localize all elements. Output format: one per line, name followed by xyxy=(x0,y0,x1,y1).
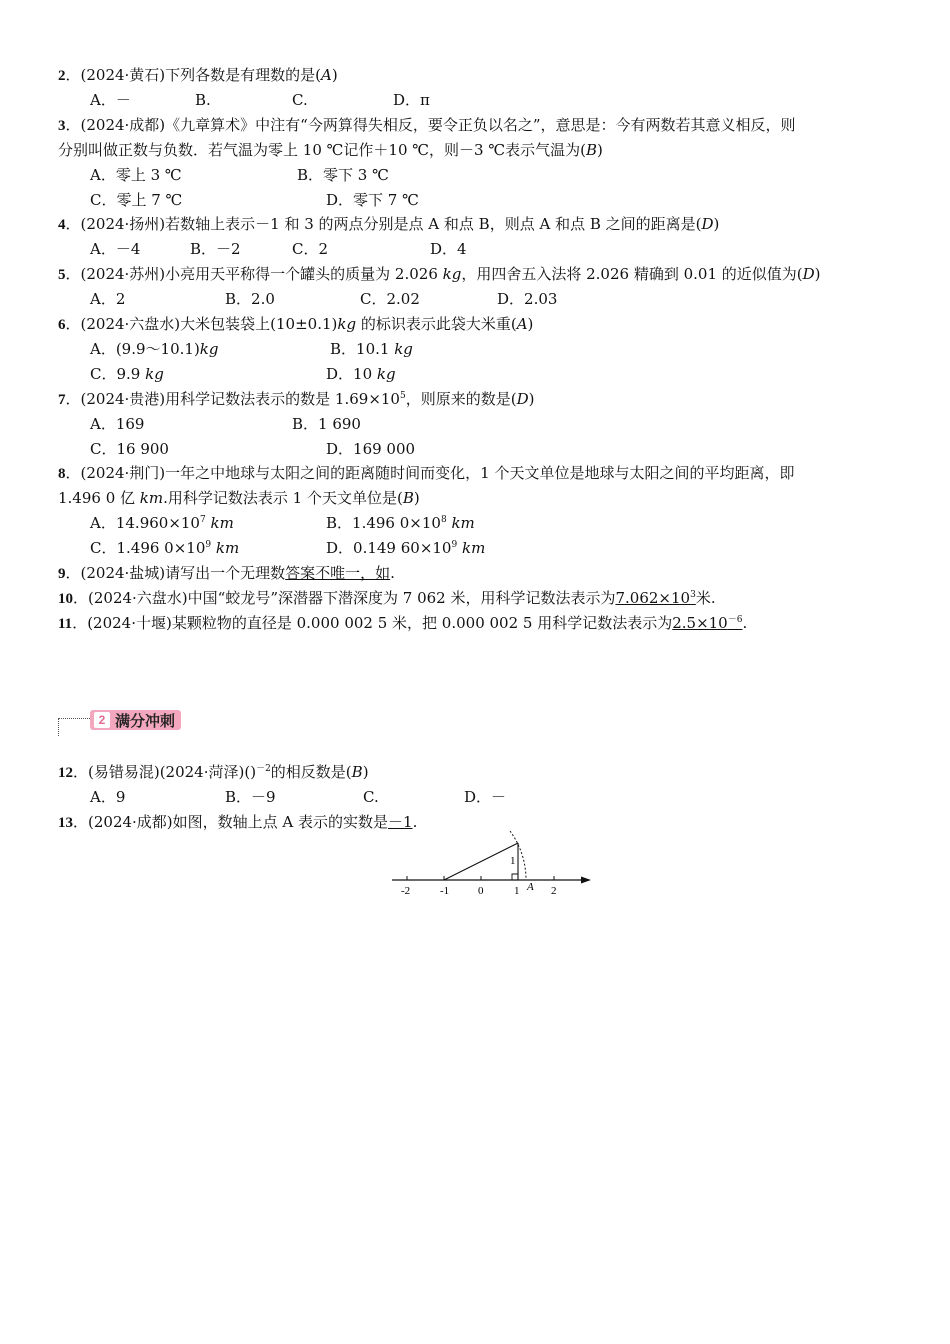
option-a: A．－4 xyxy=(90,240,141,258)
option-b: B．1 690 xyxy=(292,415,361,433)
tick-label: -1 xyxy=(440,885,450,897)
height-label: 1 xyxy=(510,855,516,867)
answer-choice: A xyxy=(516,315,528,333)
question-8-stem: 8．(2024·荆门)一年之中地球与太阳之间的距离随时间而变化，1 个天文单位是地球与太阳之间的平均距离，即 xyxy=(58,464,795,482)
option-d: D．π xyxy=(393,91,430,109)
tick-label: 1 xyxy=(514,885,520,897)
tick-label: 0 xyxy=(478,885,484,897)
question-7-stem: 7．(2024·贵港)用科学记数法表示的数是 $1.69\times 10^5$，则原来的数是(D) xyxy=(58,390,535,408)
answer-choice: B xyxy=(351,763,363,781)
option-b: B．1.496 $0\times 10^8$ km xyxy=(326,514,475,532)
option-b: B．零下 3 ℃ xyxy=(297,166,389,184)
section-title: 满分冲刺 xyxy=(115,711,176,730)
option-c: C．2 xyxy=(292,240,329,258)
question-5-stem: 5．(2024·苏州)小亮用天平称得一个罐头的质量为 2.026 kg，用四舍五入法将 2.026 精确到 0.01 的近似值为(D) xyxy=(58,265,821,283)
section-number: 2 xyxy=(94,712,110,728)
answer-blank: －1 xyxy=(388,813,413,831)
number-line-figure xyxy=(388,828,598,900)
section-badge xyxy=(90,710,181,730)
option-b: B．2.0 xyxy=(225,290,275,308)
option-d: D．4 xyxy=(430,240,467,258)
option-a: A．2 xyxy=(90,290,126,308)
option-c: C．9.9 kg xyxy=(90,365,164,383)
question-9-stem: 9．(2024·盐城)请写出一个无理数答案不唯一，如. xyxy=(58,564,395,582)
option-d: D．0.149 $60\times 10^9$ km xyxy=(326,539,486,557)
question-4-stem: 4．(2024·扬州)若数轴上表示－1 和 3 的两点分别是点 A 和点 B，则点 A 和点 B 之间的距离是(D) xyxy=(58,215,720,233)
option-a: A．－ xyxy=(90,91,131,109)
option-a: A．零上 3 ℃ xyxy=(90,166,182,184)
answer-blank: $2.5\times 10^{-6}$ xyxy=(672,614,743,632)
axis-arrow-icon xyxy=(581,877,591,884)
question-13-stem: 13．(2024·成都)如图，数轴上点 A 表示的实数是－1. xyxy=(58,813,418,831)
section-divider xyxy=(58,718,90,719)
option-b: B．－2 xyxy=(190,240,241,258)
option-c: C．零上 7 ℃ xyxy=(90,191,183,209)
question-10-stem: 10．(2024·六盘水)中国“蛟龙号”深潜器下潜深度为 7 062 米，用科学记数法表示为$7.062\times 10^3$米. xyxy=(58,589,716,607)
option-d: D．－ xyxy=(464,788,507,806)
option-c: C. xyxy=(363,788,379,806)
hypotenuse xyxy=(444,843,518,880)
question-11-stem: 11．(2024·十堰)某颗粒物的直径是 0.000 002 5 米，把 0.000 002 5 用科学记数法表示为$2.5\times 10^{-6}$. xyxy=(58,614,748,632)
question-8-stem-cont: 1.496 0 亿 km.用科学记数法表示 1 个天文单位是(B) xyxy=(58,489,420,507)
answer-choice: A xyxy=(321,66,332,84)
option-b: B．10.1 kg xyxy=(330,340,413,358)
answer-choice: D xyxy=(516,390,529,408)
question-2-stem: 2．(2024·黄石)下列各数是有理数的是(A) xyxy=(58,66,338,84)
option-d: D．2.03 xyxy=(497,290,558,308)
option-a: A．$14.960\times 10^7$ km xyxy=(90,514,234,532)
option-d: D．10 kg xyxy=(326,365,396,383)
answer-choice: D xyxy=(802,265,815,283)
option-d: D．零下 7 ℃ xyxy=(326,191,419,209)
answer-choice: D xyxy=(701,215,714,233)
option-a: A．9 xyxy=(90,788,126,806)
question-3-stem-cont: 分别叫做正数与负数．若气温为零上 10 ℃记作＋10 ℃，则－3 ℃表示气温为(B) xyxy=(58,141,603,159)
point-a-label: A xyxy=(527,881,534,893)
answer-blank: 答案不唯一，如 xyxy=(285,564,391,582)
question-12-stem: 12．(易错易混)(2024·菏泽)()$^{-2}$的相反数是(B) xyxy=(58,763,369,781)
tick-label: -2 xyxy=(401,885,411,897)
answer-choice: B xyxy=(585,141,598,159)
option-b: B. xyxy=(195,91,211,109)
right-angle-mark xyxy=(512,874,518,880)
section-divider xyxy=(58,718,59,736)
answer-choice: B xyxy=(402,489,414,507)
option-c: C．16 900 xyxy=(90,440,169,458)
question-6-stem: 6．(2024·六盘水)大米包装袋上(10±0.1)kg 的标识表示此袋大米重(A) xyxy=(58,315,534,333)
question-3-stem: 3．(2024·成都)《九章算术》中注有“今两算得失相反，要令正负以名之”，意思是：今有两数若其意义相反，则 xyxy=(58,116,796,134)
option-c: C．2.02 xyxy=(360,290,420,308)
option-c: C．1.496 $0\times 10^9$ km xyxy=(90,539,240,557)
option-a: A．(9.9～10.1)kg xyxy=(90,340,219,358)
answer-blank: $7.062\times 10^3$ xyxy=(615,589,696,607)
option-b: B．－9 xyxy=(225,788,276,806)
option-a: A．169 xyxy=(90,415,145,433)
tick-label: 2 xyxy=(551,885,557,897)
section-header xyxy=(58,708,198,738)
option-c: C. xyxy=(292,91,308,109)
option-d: D．169 000 xyxy=(326,440,416,458)
